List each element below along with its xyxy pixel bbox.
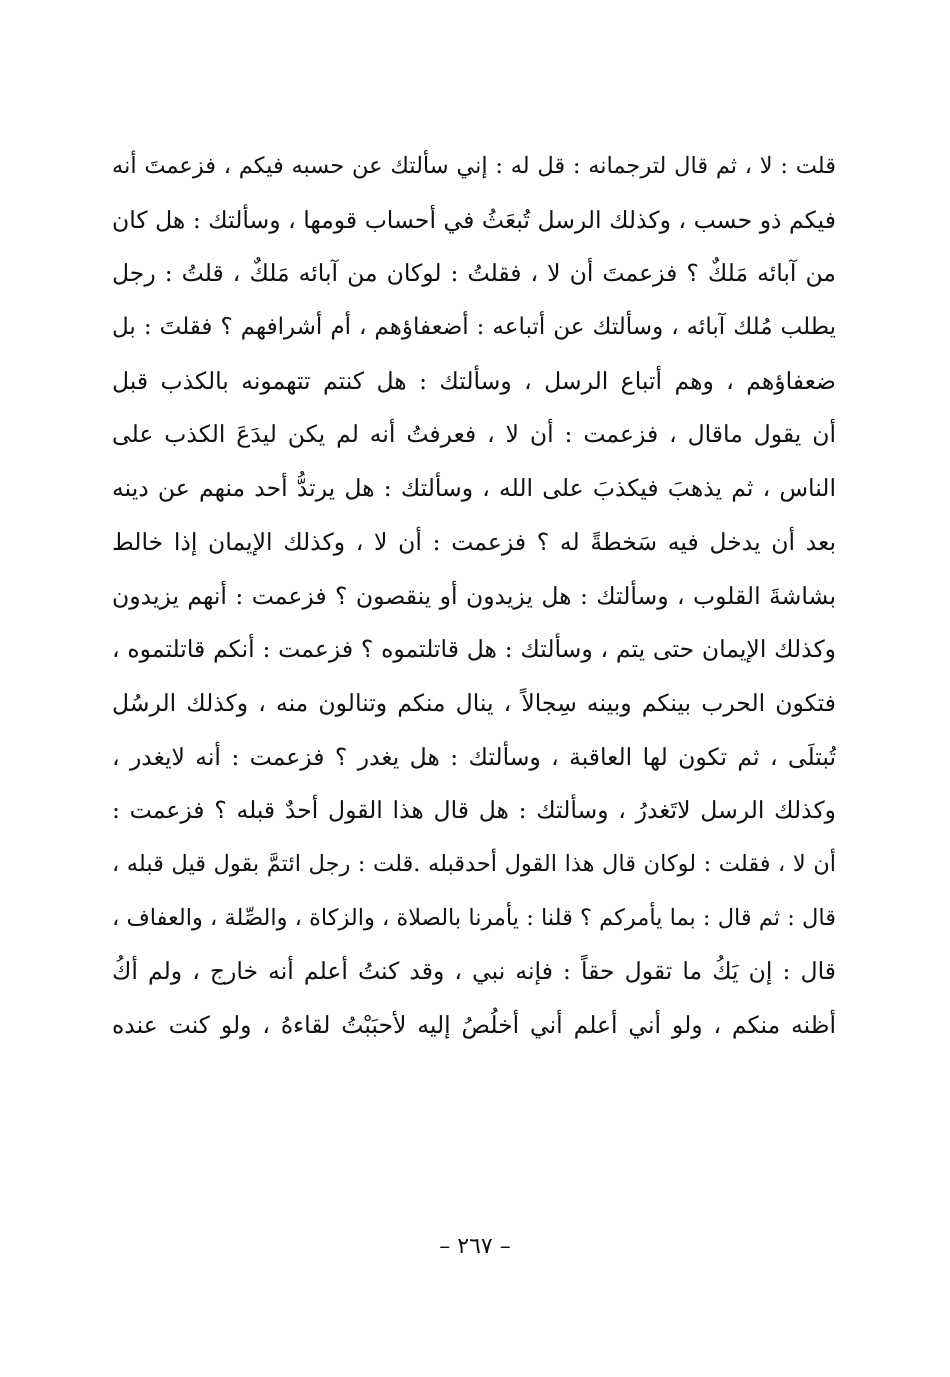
body-line: قال : ثم قال : بما يأمركم ؟ قلنا : يأمرنا بالصلاة ، والزكاة ، والصِّلة ، والعفاف ، bbox=[112, 904, 836, 931]
body-line: من آبائه مَلكٌ ؟ فزعمتَ أن لا ، فقلتُ : لوكان من آبائه مَلكٌ ، قلتُ : رجل bbox=[112, 259, 836, 288]
body-line: أظنه منكم ، ولو أني أعلم أني أخلُصُ إليه لأحبَبْتُ لقاءهُ ، ولو كنت عنده bbox=[112, 1011, 836, 1039]
body-line: أن يقول ماقال ، فزعمت : أن لا ، فعرفتُ أنه لم يكن ليدَعَ الكذب على bbox=[112, 420, 836, 449]
body-line: قال : إن يَكُ ما تقول حقاً : فإنه نبي ، وقد كنتُ أعلم أنه خارج ، ولم أكُ bbox=[112, 957, 836, 986]
body-line: وكذلك الإيمان حتى يتم ، وسألتك : هل قاتلتموه ؟ فزعمت : أنكم قاتلتموه ، bbox=[112, 635, 836, 664]
body-line: وكذلك الرسل لاتَغدرُ ، وسألتك : هل قال هذا القول أحدٌ قبله ؟ فزعمت : bbox=[112, 796, 836, 825]
body-line: ضعفاؤهم ، وهم أتباع الرسل ، وسألتك : هل كنتم تتهمونه بالكذب قبل bbox=[112, 366, 836, 395]
body-line: أن لا ، فقلت : لوكان قال هذا القول أحدقبله .قلت : رجل ائتمَّ بقول قيل قبله ، bbox=[112, 850, 836, 877]
body-line: يطلب مُلك آبائه ، وسألتك عن أتباعه : أضعفاؤهم ، أم أشرافهم ؟ فقلتَ : بل bbox=[112, 314, 836, 341]
body-line: فيكم ذو حسب ، وكذلك الرسل تُبعَثُ في أحساب قومها ، وسألتك : هل كان bbox=[112, 205, 836, 234]
body-line: قلت : لا ، ثم قال لترجمانه : قل له : إني سألتك عن حسبه فيكم ، فزعمتَ أنه bbox=[112, 153, 836, 179]
body-line: تُبتلَى ، ثم تكون لها العاقبة ، وسألتك : هل يغدر ؟ فزعمت : أنه لايغدر ، bbox=[112, 742, 836, 771]
body-text bbox=[112, 140, 836, 1053]
body-line: بعد أن يدخل فيه سَخطةً له ؟ فزعمت : أن لا ، وكذلك الإيمان إذا خالط bbox=[112, 527, 836, 556]
body-line: فتكون الحرب بينكم وبينه سِجالاً ، ينال منكم وتنالون منه ، وكذلك الرسُل bbox=[112, 688, 836, 717]
body-line: الناس ، ثم يذهبَ فيكذبَ على الله ، وسألتك : هل يرتدُّ أحد منهم عن دينه bbox=[112, 474, 836, 503]
page-number: – ٢٦٧ – bbox=[439, 1234, 511, 1259]
body-line: بشاشةَ القلوب ، وسألتك : هل يزيدون أو ينقصون ؟ فزعمت : أنهم يزيدون bbox=[112, 581, 836, 610]
